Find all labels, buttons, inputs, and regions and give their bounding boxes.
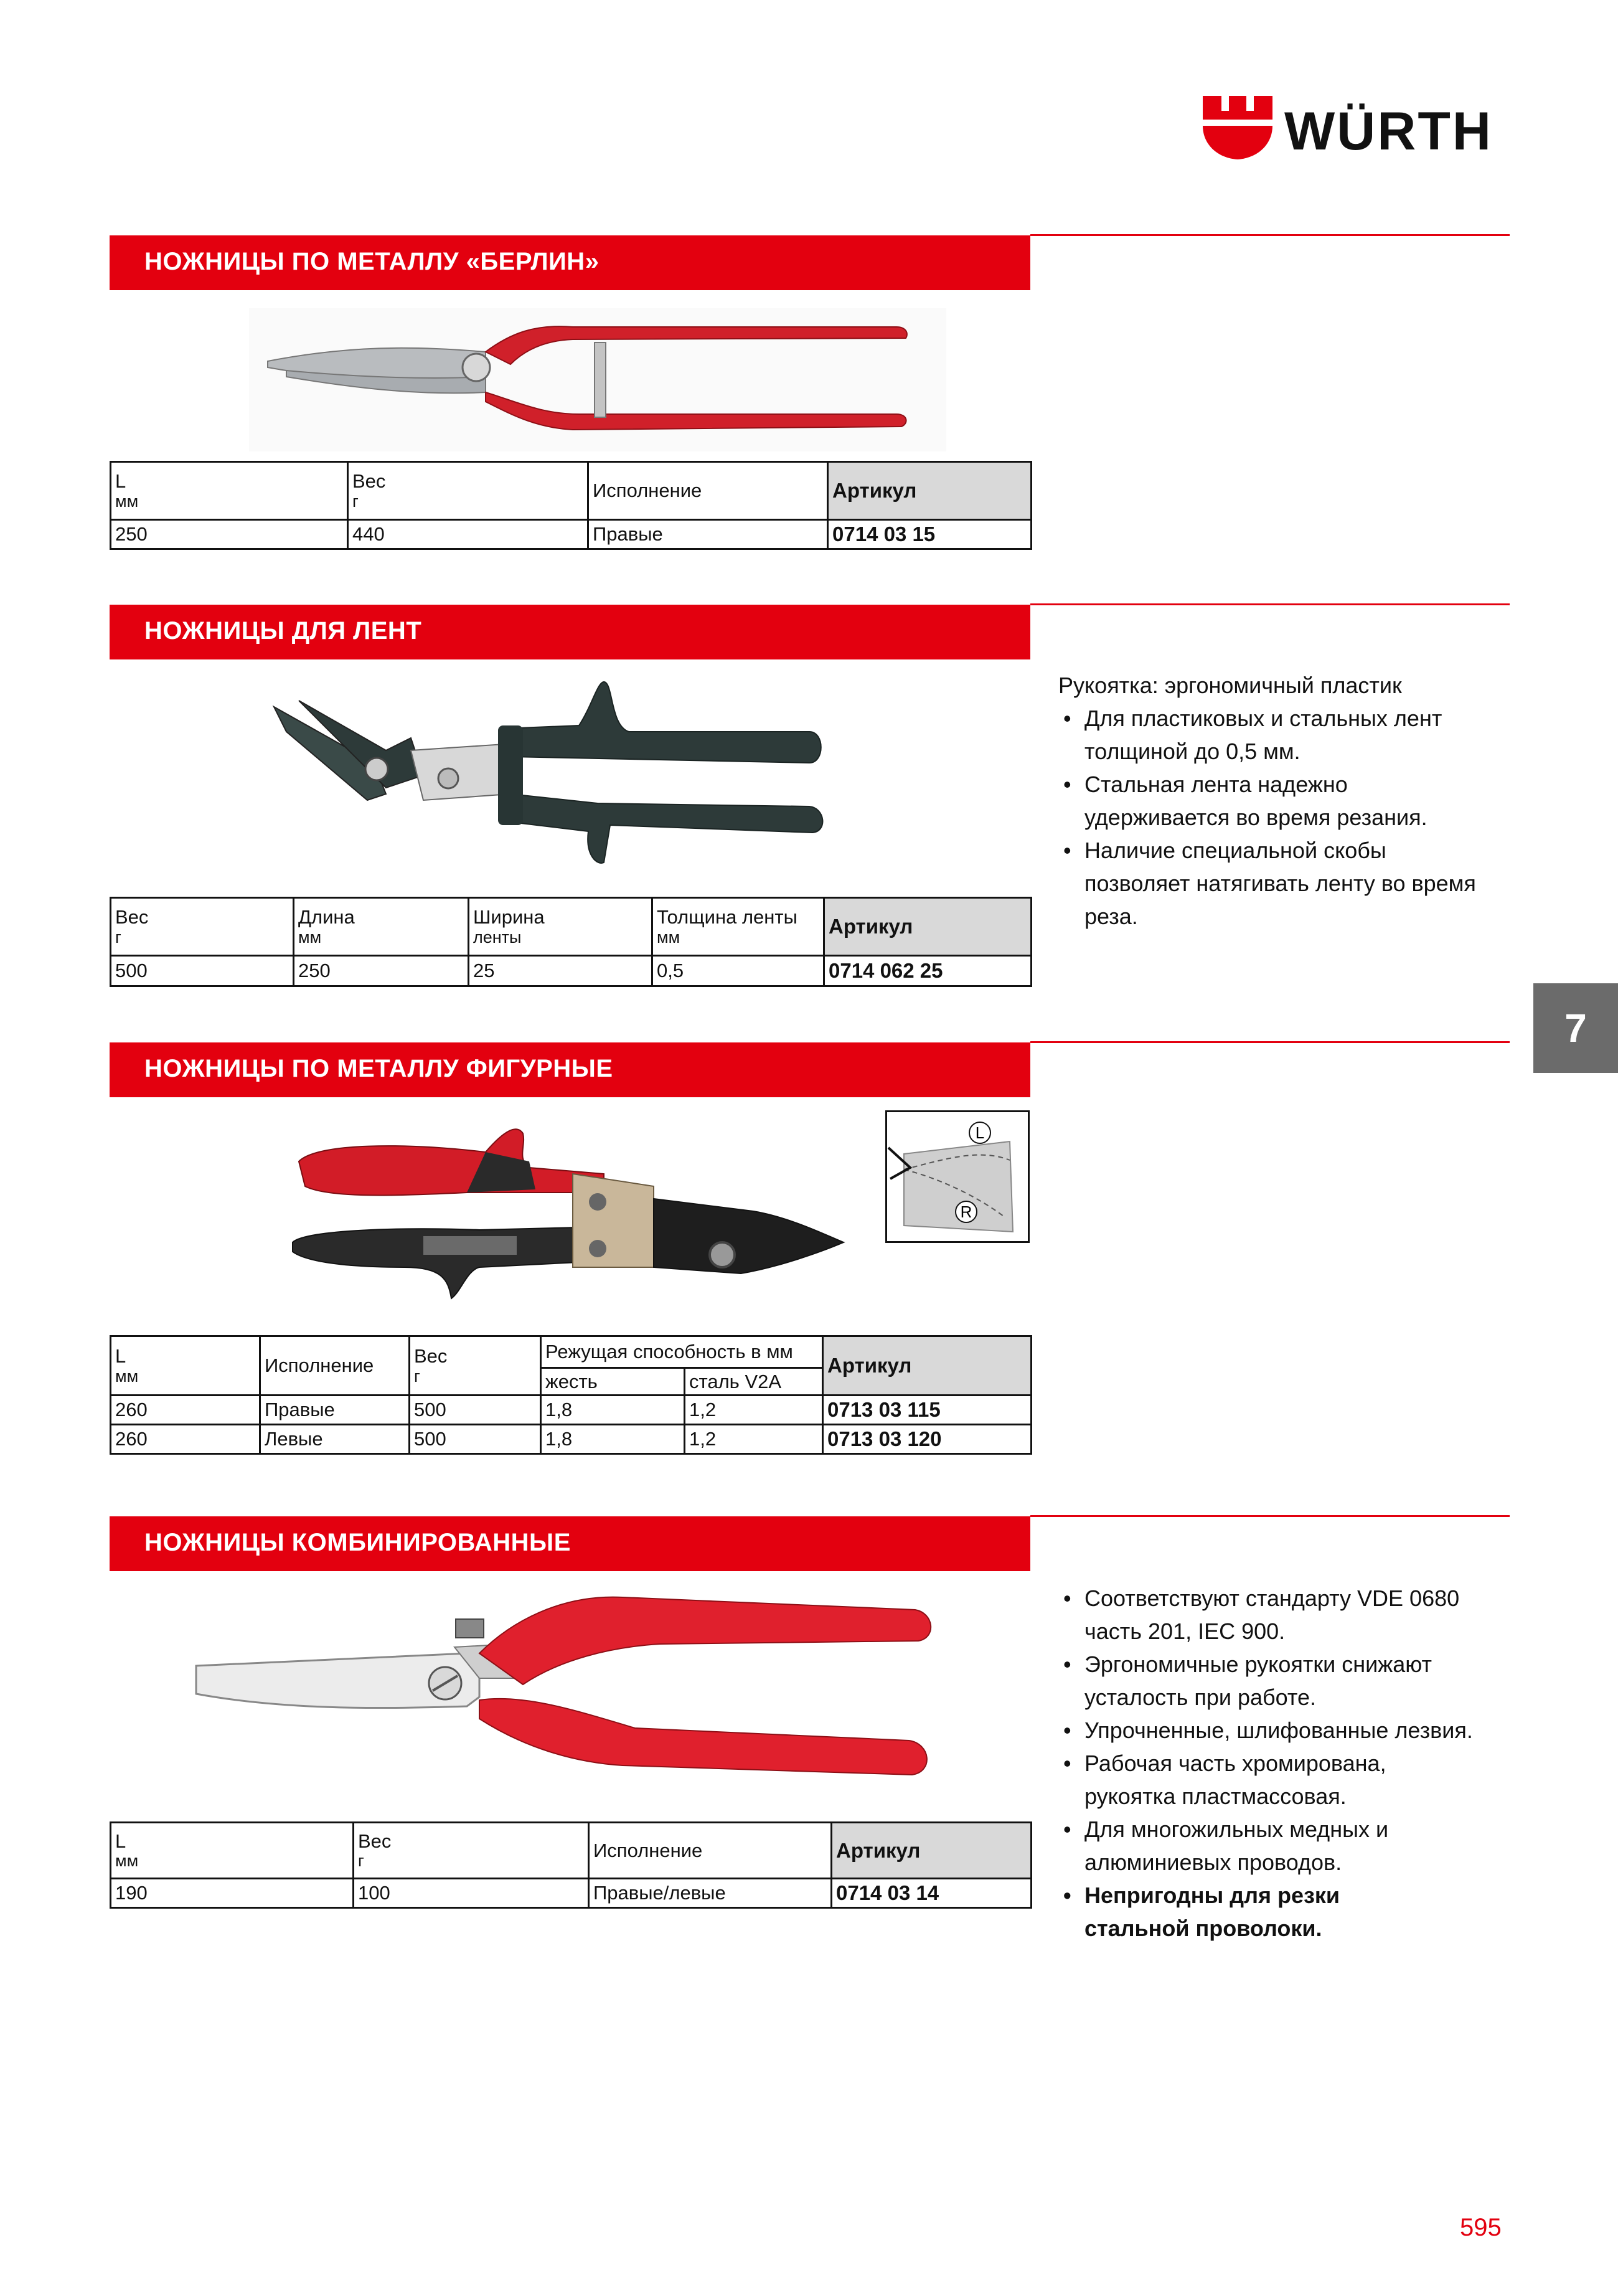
article-number: 0713 03 120 — [823, 1425, 1032, 1454]
table-row — [111, 520, 1032, 549]
note-item: • Наличие специальной скобы позволяет натягивать ленту во время реза. — [1058, 834, 1476, 933]
table-cell: 1,2 — [685, 1396, 823, 1425]
note-item: • Эргономичные рукоятки снижают усталость при работе. — [1058, 1648, 1473, 1714]
table-header-cell: Артикул — [823, 1336, 1032, 1396]
strap-cutter-image — [261, 669, 853, 875]
table-cell: 1,2 — [685, 1425, 823, 1454]
spec-table — [110, 897, 1032, 987]
notes-intro: Рукоятка: эргономичный пластик — [1058, 673, 1402, 698]
article-number: 0714 03 15 — [828, 520, 1032, 549]
section-title: НОЖНИЦЫ ПО МЕТАЛЛУ «БЕРЛИН» — [144, 248, 600, 275]
table-cell: 500 — [410, 1396, 541, 1425]
note-item: • Для пластиковых и стальных лент толщиной до 0,5 мм. — [1058, 702, 1476, 768]
table-header-cell: Вес г — [410, 1336, 541, 1396]
section-rule — [1030, 234, 1510, 236]
table-cell: 250 — [111, 520, 348, 549]
table-cell: 250 — [294, 956, 469, 986]
table-row — [111, 1396, 1032, 1425]
table-header-cell: Артикул — [824, 898, 1032, 956]
table-row — [111, 1425, 1032, 1454]
section-header — [110, 605, 1030, 659]
section-title: НОЖНИЦЫ КОМБИНИРОВАННЫЕ — [144, 1529, 571, 1556]
diagram-label-left: L — [975, 1123, 985, 1142]
table-header-cell: L мм — [111, 1336, 260, 1396]
section-rule — [1030, 1515, 1510, 1517]
table-header-cell: Длина мм — [294, 898, 469, 956]
table-header-cell: жесть — [541, 1368, 685, 1396]
note-item: • Стальная лента надежно удерживается во время резания. — [1058, 768, 1476, 834]
article-number: 0714 062 25 — [824, 956, 1032, 986]
table-header-cell: L мм — [111, 1823, 354, 1879]
note-item: • Соответствуют стандарту VDE 0680 часть 201, IEC 900. — [1058, 1582, 1473, 1648]
table-cell: 260 — [111, 1396, 260, 1425]
wurth-logo — [1200, 93, 1512, 168]
article-number: 0714 03 14 — [832, 1879, 1032, 1908]
table-header-cell: Артикул — [828, 462, 1032, 520]
table-header-cell: Артикул — [832, 1823, 1032, 1879]
table-header-cell: Исполнение — [589, 1823, 832, 1879]
table-cell: Правые/левые — [589, 1879, 832, 1908]
table-header-cell: Вес г — [348, 462, 588, 520]
table-cell: Левые — [260, 1425, 410, 1454]
note-item-warning: • Непригодны для резки стальной проволоки. — [1058, 1879, 1473, 1945]
table-header-cell: Вес г — [354, 1823, 589, 1879]
table-cell: 500 — [410, 1425, 541, 1454]
table-header-cell: Толщина ленты мм — [652, 898, 824, 956]
table-cell: 190 — [111, 1879, 354, 1908]
section-title: НОЖНИЦЫ ПО МЕТАЛЛУ ФИГУРНЫЕ — [144, 1055, 613, 1082]
table-header-cell: Вес г — [111, 898, 294, 956]
note-item: • Рабочая часть хромирована, рукоятка пластмассовая. — [1058, 1747, 1473, 1813]
chapter-tab: 7 — [1533, 983, 1618, 1073]
table-header-cell: L мм — [111, 462, 348, 520]
note-item: • Для многожильных медных и алюминиевых проводов. — [1058, 1813, 1473, 1879]
product-notes — [1058, 1582, 1473, 1945]
table-cell: 0,5 — [652, 956, 824, 986]
table-cell: 440 — [348, 520, 588, 549]
table-row — [111, 1879, 1032, 1908]
note-item: • Упрочненные, шлифованные лезвия. — [1058, 1714, 1473, 1747]
table-header-cell: Режущая способность в мм — [541, 1336, 823, 1368]
section-rule — [1030, 1041, 1510, 1043]
spec-table — [110, 461, 1032, 550]
cut-direction-diagram — [885, 1110, 1030, 1243]
table-cell: 1,8 — [541, 1425, 685, 1454]
red-handled-metal-shears-image — [249, 308, 946, 451]
table-cell: Правые — [260, 1396, 410, 1425]
section-header — [110, 235, 1030, 290]
table-header-cell: сталь V2A — [685, 1368, 823, 1396]
section-rule — [1030, 603, 1510, 605]
section-header — [110, 1042, 1030, 1097]
article-number: 0713 03 115 — [823, 1396, 1032, 1425]
table-cell: Правые — [588, 520, 828, 549]
section-title: НОЖНИЦЫ ДЛЯ ЛЕНТ — [144, 617, 422, 645]
table-row — [111, 956, 1032, 986]
table-cell: 25 — [469, 956, 652, 986]
product-notes — [1058, 669, 1476, 933]
diagram-label-right: R — [960, 1202, 972, 1221]
table-header-cell: Ширина ленты — [469, 898, 652, 956]
table-header-cell: Исполнение — [260, 1336, 410, 1396]
aviation-snips-image — [280, 1118, 853, 1311]
page-number: 595 — [1460, 2214, 1502, 2241]
brand-name: WÜRTH — [1284, 102, 1493, 161]
combination-shears-image — [187, 1585, 952, 1797]
spec-table — [110, 1821, 1032, 1909]
table-cell: 1,8 — [541, 1396, 685, 1425]
table-header-cell: Исполнение — [588, 462, 828, 520]
section-header — [110, 1516, 1030, 1571]
table-cell: 500 — [111, 956, 294, 986]
table-cell: 260 — [111, 1425, 260, 1454]
table-cell: 100 — [354, 1879, 589, 1908]
wurth-emblem-icon — [1200, 93, 1275, 162]
spec-table — [110, 1335, 1032, 1455]
